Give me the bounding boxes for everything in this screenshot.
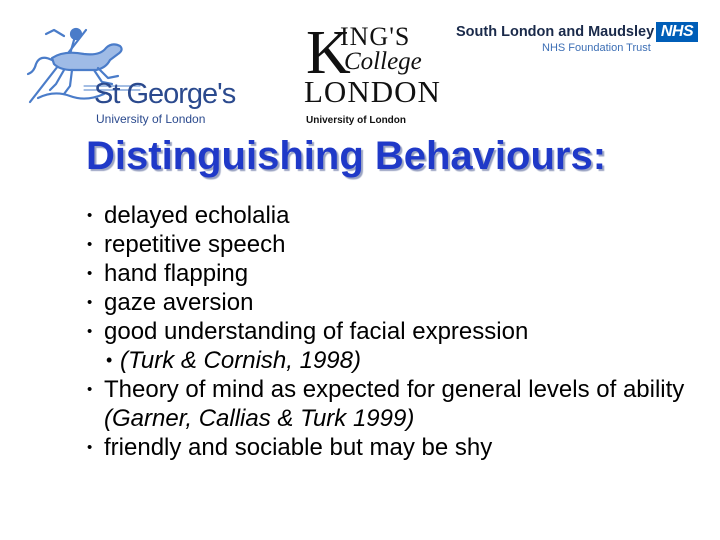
bullet-dot-icon: • xyxy=(87,265,93,282)
bullet-text: Theory of mind as expected for general levels of ability xyxy=(104,376,685,403)
sub-bullet-item xyxy=(84,346,714,375)
slide-title: Distinguishing Behaviours: xyxy=(86,134,607,178)
bullet-item xyxy=(84,201,714,230)
bullet-text: good understanding of facial expression xyxy=(104,318,529,345)
bullet-dot-icon: • xyxy=(87,207,93,224)
bullet-dot-icon: • xyxy=(87,439,93,456)
bullet-text: repetitive speech xyxy=(104,231,286,258)
bullet-list xyxy=(84,201,714,462)
bullet-text: hand flapping xyxy=(104,260,249,287)
bullet-item xyxy=(84,230,714,259)
kings-logo-university: University of London xyxy=(306,115,406,126)
bullet-text: friendly and sociable but may be shy xyxy=(104,434,493,461)
bullet-dot-icon: • xyxy=(87,381,93,398)
bullet-text: delayed echolalia xyxy=(104,202,290,229)
bullet-item xyxy=(84,288,714,317)
bullet-item xyxy=(84,317,714,346)
st-georges-logo xyxy=(24,24,254,128)
kings-logo-college: College xyxy=(344,48,422,75)
bullet-item xyxy=(84,375,714,433)
kings-logo-london: LONDON xyxy=(304,74,441,109)
st-georges-subtitle: University of London xyxy=(96,112,206,126)
st-georges-name: St George's xyxy=(94,78,236,110)
slam-trust: NHS Foundation Trust xyxy=(542,42,651,54)
kings-logo-ings: ING'S xyxy=(340,22,411,51)
nhs-badge: NHS xyxy=(656,22,698,42)
bullet-item xyxy=(84,433,714,462)
bullet-dot-icon: • xyxy=(87,294,93,311)
kings-logo-k: K xyxy=(306,19,351,87)
bullet-citation: (Garner, Callias & Turk 1999) xyxy=(104,405,415,432)
bullet-dot-icon: • xyxy=(87,236,93,253)
bullet-text: gaze aversion xyxy=(104,289,254,316)
kings-college-logo xyxy=(300,18,441,130)
bullet-item xyxy=(84,259,714,288)
bullet-dot-icon: • xyxy=(87,323,93,340)
slam-nhs-logo xyxy=(456,20,700,60)
bullet-dot-icon: • xyxy=(106,350,113,370)
slam-name: South London and Maudsley xyxy=(456,24,655,40)
bullet-citation: (Turk & Cornish, 1998) xyxy=(120,347,361,374)
